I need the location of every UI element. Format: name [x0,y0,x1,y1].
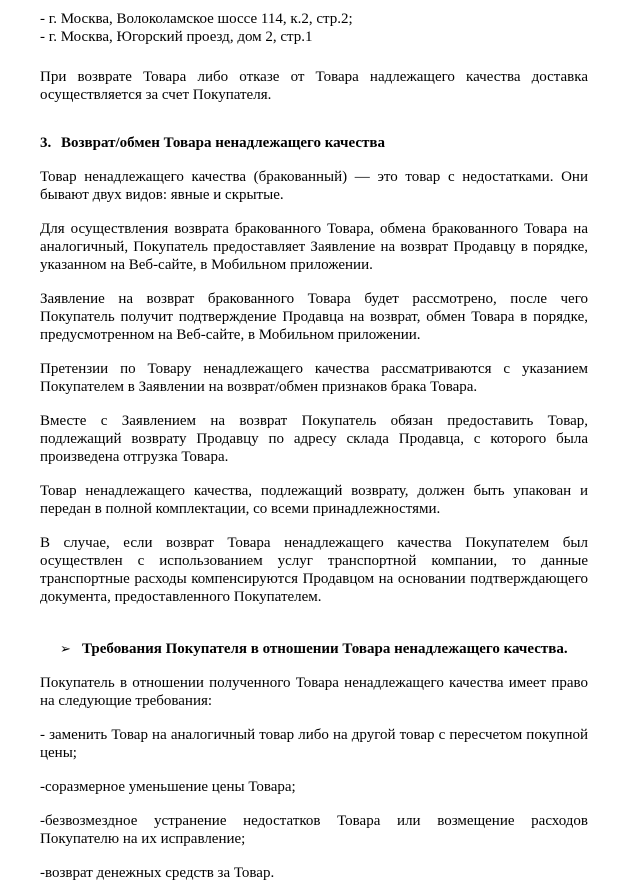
address-line-2: - г. Москва, Югорский проезд, дом 2, стр.1 [40,29,313,45]
section-3-paragraph: Претензии по Товару ненадлежащего качества рассматриваются с указанием Покупателем в Заявлении на возврат/обмен признаков брака Товара. [40,361,588,395]
section-3-heading [40,134,588,152]
section-3-title: Возврат/обмен Товара ненадлежащего качества [61,135,385,151]
section-3-paragraph: Заявление на возврат бракованного Товара будет рассмотрено, после чего Покупатель получит подтверждение Продавца на возврат, обмен Товара в порядке, предусмотренном на Веб-сайте, в Мобильном приложении. [40,291,588,343]
section-3-paragraph: Для осуществления возврата бракованного Товара, обмена бракованного Товара на аналогичный, Покупатель предоставляет Заявление на возврат Продавцу в порядке, указанном на Веб-сайте, в Мобильном приложении. [40,221,588,273]
document-page [40,10,588,882]
section-3-paragraph: Товар ненадлежащего качества (бракованный) — это товар с недостатками. Они бывают двух видов: явные и скрытые. [40,169,588,203]
address-line-1: - г. Москва, Волоколамское шоссе 114, к.2, стр.2; [40,11,353,27]
requirements-intro: Покупатель в отношении полученного Товара ненадлежащего качества имеет право на следующие требования: [40,675,588,709]
requirement-item: -возврат денежных средств за Товар. [40,865,275,881]
requirement-item: -соразмерное уменьшение цены Товара; [40,779,296,795]
requirements-title: Требования Покупателя в отношении Товара ненадлежащего качества. [82,641,568,657]
requirement-item: - заменить Товар на аналогичный товар либо на другой товар с пересчетом покупной цены; [40,727,588,761]
section-3-paragraph: Товар ненадлежащего качества, подлежащий возврату, должен быть упакован и передан в полной комплектации, со всеми принадлежностями. [40,483,588,517]
section-3-number: 3. [40,135,52,151]
arrow-bullet-icon: ➢ [60,641,71,656]
section-3-paragraph: В случае, если возврат Товара ненадлежащего качества Покупателем был осуществлен с использованием услуг транспортной компании, то данные транспортные расходы компенсируются Продавцом на основании подтверждающего документа, предоставленного Покупателем. [40,535,588,605]
return-delivery-note: При возврате Товара либо отказе от Товара надлежащего качества доставка осуществляется за счет Покупателя. [40,69,588,103]
requirements-heading [40,640,588,658]
section-3-paragraph: Вместе с Заявлением на возврат Покупатель обязан предоставить Товар, подлежащий возврату Продавцу по адресу склада Продавца, с которого была произведена отгрузка Товара. [40,413,588,465]
requirement-item: -безвозмездное устранение недостатков Товара или возмещение расходов Покупателю на их исправление; [40,813,588,847]
